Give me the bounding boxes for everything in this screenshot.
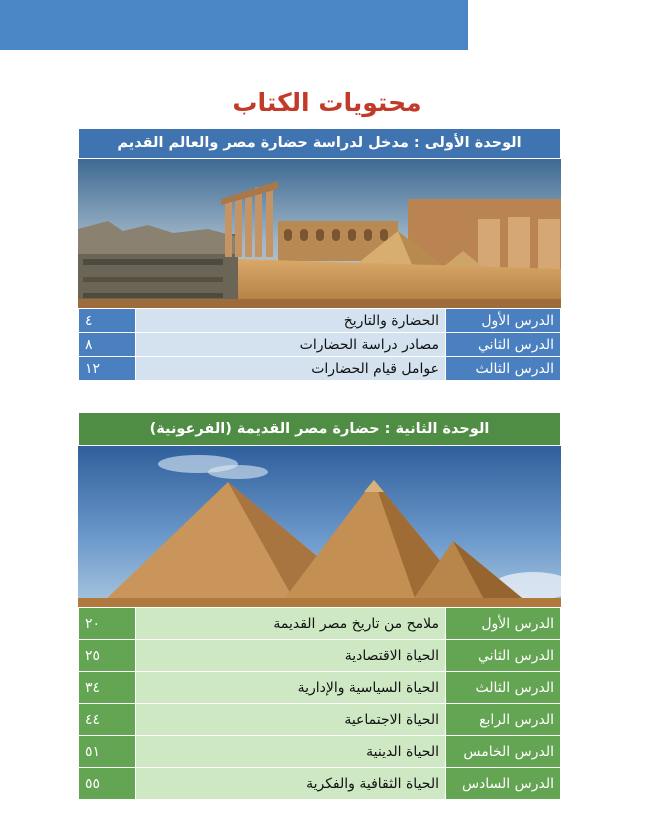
lesson-title: مصادر دراسة الحضارات — [136, 333, 446, 357]
lesson-label: الدرس الثاني — [446, 333, 561, 357]
unit-1-section — [78, 128, 561, 381]
lesson-label: الدرس السادس — [446, 768, 561, 800]
lesson-label: الدرس الرابع — [446, 704, 561, 736]
lesson-page-number: ٤٤ — [79, 704, 136, 736]
table-row[interactable] — [79, 608, 561, 640]
unit-2-header: الوحدة الثانية : حضارة مصر القديمة (الفرعونية) — [78, 412, 561, 446]
lesson-page-number: ٢٠ — [79, 608, 136, 640]
lesson-label: الدرس الأول — [446, 309, 561, 333]
giza-pyramids-image — [78, 446, 561, 607]
unit-1-header: الوحدة الأولى : مدخل لدراسة حضارة مصر والعالم القديم — [78, 128, 561, 159]
unit-2-section — [78, 412, 561, 800]
lesson-label: الدرس الأول — [446, 608, 561, 640]
top-color-bar — [0, 0, 468, 50]
lesson-title: الحياة الاقتصادية — [136, 640, 446, 672]
lesson-title: الحياة السياسية والإدارية — [136, 672, 446, 704]
unit-2-lessons-table — [78, 607, 561, 800]
lesson-title: ملامح من تاريخ مصر القديمة — [136, 608, 446, 640]
lesson-title: الحياة الدينية — [136, 736, 446, 768]
lesson-label: الدرس الثالث — [446, 672, 561, 704]
table-row[interactable] — [79, 309, 561, 333]
lesson-label: الدرس الثاني — [446, 640, 561, 672]
lesson-page-number: ٤ — [79, 309, 136, 333]
lesson-page-number: ٥١ — [79, 736, 136, 768]
lesson-page-number: ٥٥ — [79, 768, 136, 800]
table-row[interactable] — [79, 640, 561, 672]
lesson-label: الدرس الخامس — [446, 736, 561, 768]
lesson-page-number: ٨ — [79, 333, 136, 357]
table-row[interactable] — [79, 704, 561, 736]
table-row[interactable] — [79, 672, 561, 704]
table-row[interactable] — [79, 736, 561, 768]
lesson-title: الحياة الثقافية والفكرية — [136, 768, 446, 800]
unit-1-lessons-table — [78, 308, 561, 381]
lesson-label: الدرس الثالث — [446, 357, 561, 381]
page-title: محتويات الكتاب — [232, 88, 422, 117]
lesson-title: عوامل قيام الحضارات — [136, 357, 446, 381]
ancient-ruins-image — [78, 159, 561, 308]
lesson-title: الحضارة والتاريخ — [136, 309, 446, 333]
table-row[interactable] — [79, 333, 561, 357]
table-row[interactable] — [79, 768, 561, 800]
lesson-page-number: ٢٥ — [79, 640, 136, 672]
lesson-title: الحياة الاجتماعية — [136, 704, 446, 736]
table-row[interactable] — [79, 357, 561, 381]
lesson-page-number: ١٢ — [79, 357, 136, 381]
lesson-page-number: ٣٤ — [79, 672, 136, 704]
